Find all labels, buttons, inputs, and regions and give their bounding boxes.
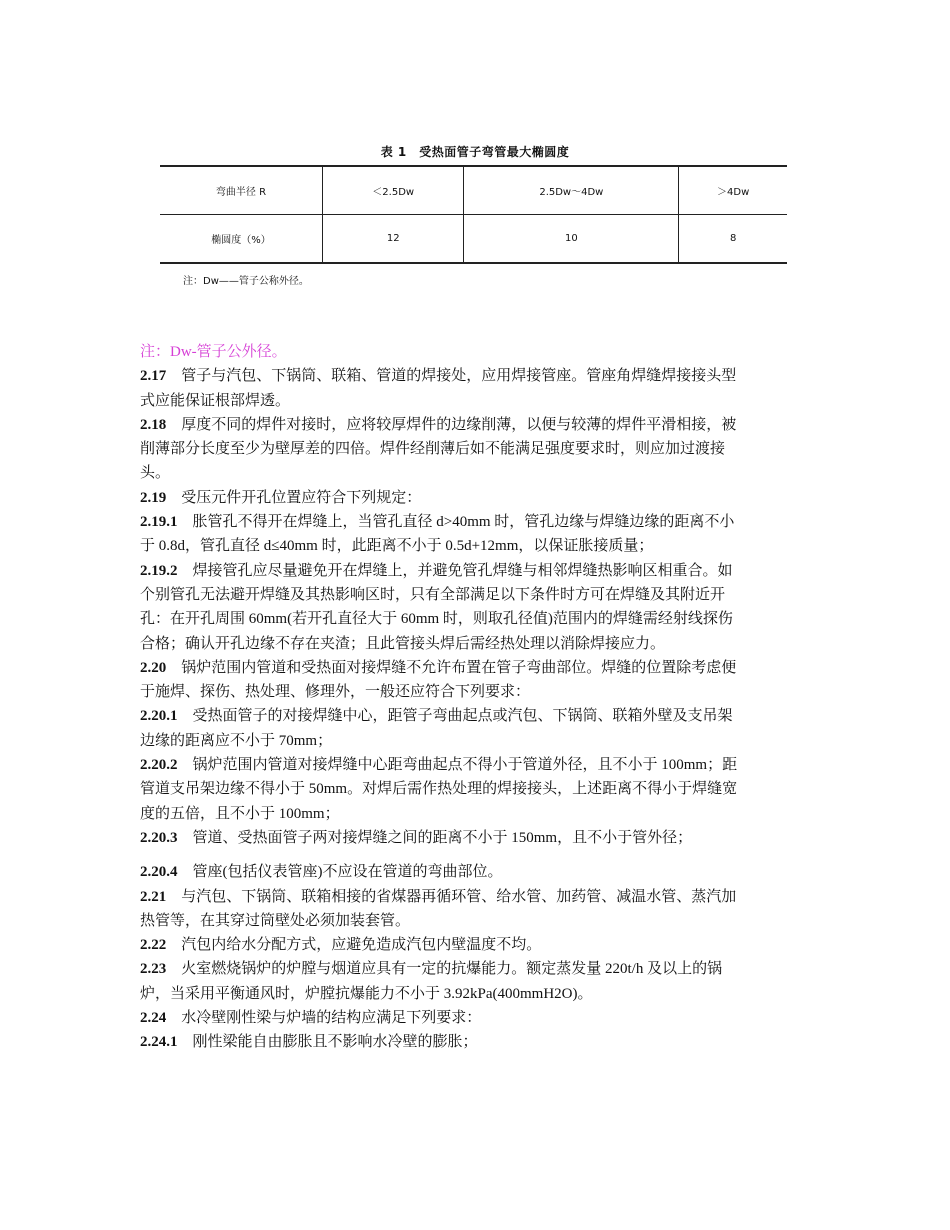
clause-text: 管座(包括仪表管座)不应设在管道的弯曲部位。 bbox=[192, 864, 503, 881]
clause-text: 受热面管子的对接焊缝中心，距管子弯曲起点或汽包、下锅筒、联箱外壁及支吊架边缘的距离应不小于 70mm； bbox=[140, 708, 733, 749]
table-footnote: 注：Dw——管子公称外径。 bbox=[183, 276, 309, 287]
clause-2-19-2 bbox=[140, 559, 740, 656]
clause-number: 2.18 bbox=[140, 416, 167, 433]
clause-text: 与汽包、下锅筒、联箱相接的省煤器再循环管、给水管、加药管、减温水管、蒸汽加热管等，在其穿过筒壁处必须加装套管。 bbox=[140, 888, 737, 929]
clause-number: 2.20.3 bbox=[140, 829, 178, 846]
table-cell: 10 bbox=[464, 215, 679, 264]
table-header-cell: 2.5Dw～4Dw bbox=[464, 166, 679, 215]
clause-2-18 bbox=[140, 413, 740, 486]
clause-2-24-1 bbox=[140, 1030, 740, 1054]
table-header-label: 弯曲半径 R bbox=[160, 166, 323, 215]
table-title: 表 1 受热面管子弯管最大椭圆度 bbox=[380, 145, 570, 159]
clause-number: 2.20 bbox=[140, 659, 167, 676]
clause-number: 2.21 bbox=[140, 888, 167, 905]
clause-number: 2.17 bbox=[140, 368, 167, 385]
clause-number: 2.20.2 bbox=[140, 757, 178, 774]
clause-text: 受压元件开孔位置应符合下列规定： bbox=[181, 489, 422, 506]
table-header-cell: ＜2.5Dw bbox=[323, 166, 464, 215]
table-cell: 12 bbox=[323, 215, 464, 264]
clause-number: 2.23 bbox=[140, 961, 167, 978]
clause-2-20-1 bbox=[140, 704, 740, 753]
clause-text: 水冷壁刚性梁与炉墙的结构应满足下列要求： bbox=[181, 1010, 482, 1027]
clause-text: 锅炉范围内管道和受热面对接焊缝不允许布置在管子弯曲部位。焊缝的位置除考虑便于施焊、探伤、热处理、修理外，一般还应符合下列要求： bbox=[140, 659, 737, 701]
diameter-note: 注：Dw-管子公外径。 bbox=[140, 344, 287, 360]
clause-number: 2.24 bbox=[140, 1010, 167, 1027]
table-cell: 8 bbox=[679, 215, 787, 264]
table-row-label: 椭圆度（%） bbox=[160, 215, 323, 264]
clause-number: 2.24.1 bbox=[140, 1034, 178, 1051]
clause-2-22 bbox=[140, 933, 740, 957]
clause-2-17 bbox=[140, 364, 740, 413]
clause-2-20-3 bbox=[140, 826, 740, 850]
table-header-row bbox=[160, 166, 787, 215]
clause-text: 锅炉范围内管道对接焊缝中心距弯曲起点不得小于管道外径，且不小于 100mm；距管道支吊架边缘不得小于 50mm。对焊后需作热处理的焊接接头，上述距离不得小于焊缝宽度的五倍，且不小于 100mm； bbox=[140, 757, 738, 822]
clause-text: 厚度不同的焊件对接时，应将较厚焊件的边缘削薄，以便与较薄的焊件平滑相接，被削薄部分长度至少为壁厚差的四倍。焊件经削薄后如不能满足强度要求时，则应加过渡接头。 bbox=[140, 416, 737, 482]
clause-text: 管子与汽包、下锅筒、联箱、管道的焊接处，应用焊接管座。管座角焊缝焊接接头型式应能保证根部焊透。 bbox=[140, 368, 737, 409]
clause-number: 2.22 bbox=[140, 937, 167, 954]
clause-text: 焊接管孔应尽量避免开在焊缝上，并避免管孔焊缝与相邻焊缝热影响区相重合。如个别管孔无法避开焊缝及其热影响区时，只有全部满足以下条件时方可在焊缝及其附近开孔：在开孔周围 60mm(若开孔直径大于 60mm 时，则取孔径值)范围内的焊缝需经射线探伤合格；确认开孔边缘不存在夹渣；且此管接头焊后需经热处理以消除焊接应力。 bbox=[140, 562, 733, 652]
clause-2-21 bbox=[140, 885, 740, 934]
clause-text: 管道、受热面管子两对接焊缝之间的距离不小于 150mm，且不小于管外径； bbox=[192, 829, 693, 846]
clause-2-20 bbox=[140, 656, 740, 705]
clause-2-24 bbox=[140, 1006, 740, 1030]
clause-2-20-2 bbox=[140, 753, 740, 826]
clause-text: 火室燃烧锅炉的炉膛与烟道应具有一定的抗爆能力。额定蒸发量 220t/h 及以上的锅炉，当采用平衡通风时，炉膛抗爆能力不小于 3.92kPa(400mmH2O)。 bbox=[140, 961, 723, 1002]
table-header-cell: ＞4Dw bbox=[679, 166, 787, 215]
clause-2-19 bbox=[140, 486, 740, 510]
clause-2-19-1 bbox=[140, 510, 740, 559]
clause-text: 胀管孔不得开在焊缝上，当管孔直径 d>40mm 时，管孔边缘与焊缝边缘的距离不小于 0.8d，管孔直径 d≤40mm 时，此距离不小于 0.5d+12mm，以保证胀接质量； bbox=[140, 514, 735, 555]
table-row bbox=[160, 215, 787, 264]
clause-2-23 bbox=[140, 957, 740, 1006]
clause-number: 2.20.1 bbox=[140, 708, 178, 725]
clause-text: 汽包内给水分配方式，应避免造成汽包内壁温度不均。 bbox=[181, 937, 542, 954]
clause-number: 2.19 bbox=[140, 489, 167, 506]
clause-2-20-4 bbox=[140, 860, 740, 884]
clause-number: 2.19.1 bbox=[140, 514, 178, 531]
clause-text: 刚性梁能自由膨胀且不影响水冷壁的膨胀； bbox=[192, 1034, 478, 1051]
document-body bbox=[140, 340, 740, 1055]
clause-number: 2.20.4 bbox=[140, 864, 178, 881]
ellipticity-table bbox=[160, 165, 787, 264]
clause-number: 2.19.2 bbox=[140, 562, 178, 579]
